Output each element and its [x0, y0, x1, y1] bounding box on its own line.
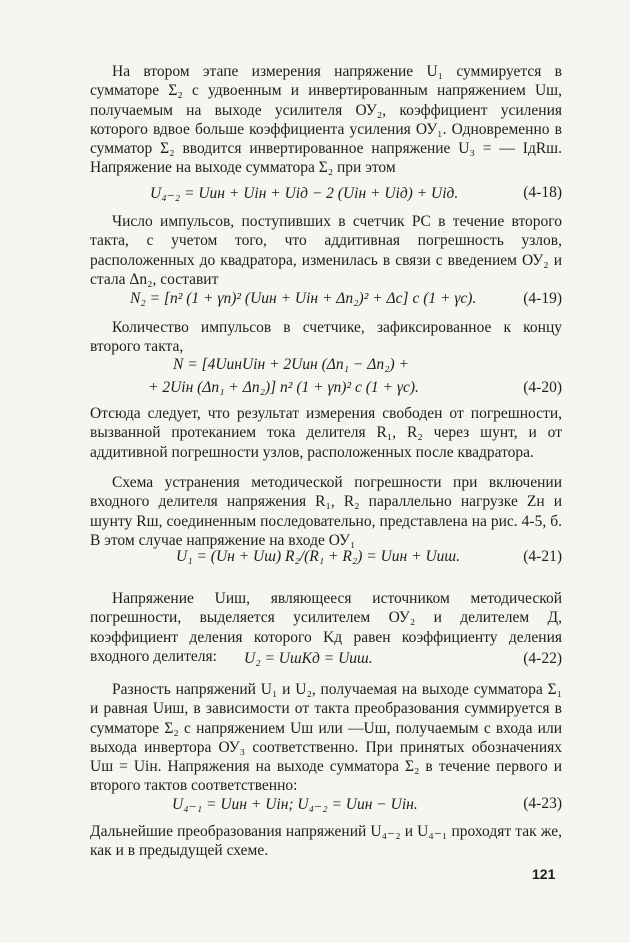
paragraph-2	[90, 212, 562, 289]
equation-number: (4-23)	[523, 795, 562, 812]
equation-body: U₂ = UшKд = Uиш.	[244, 650, 373, 667]
paragraph-text: Разность напряжений U₁ и U₂, получаемая на выходе сумматора Σ₁ и равная Uиш, в зависимости от такта преобразования суммируется в сумматоре Σ₂ с напряжением Uш или —Uш, получаемым с входа или выхода инвертора ОУ₃ соответственно. При принятых обозначениях Uш = Uiн. Напряжения на выходе сумматора Σ₂ в течение первого и второго тактов соответственно:	[90, 681, 562, 795]
paragraph-8	[90, 822, 562, 861]
equation-4-19	[130, 290, 562, 310]
equation-number: (4-20)	[523, 379, 562, 396]
equation-body: N₂ = [n² (1 + γn)² (Uин + Uiн + Δn₂)² + Δc] c (1 + γc).	[130, 290, 477, 307]
equation-number: (4-18)	[523, 184, 562, 201]
equation-number: (4-21)	[523, 548, 562, 565]
equation-body: N = [4UинUiн + 2Uин (Δn₁ − Δn₂) +	[173, 356, 409, 373]
paragraph-text: Отсюда следует, что результат измерения свободен от погрешности, вызванной протеканием тока делителя R₁, R₂ через шунт, и от аддитивной погрешности узлов, расположенных после квадратора.	[90, 405, 562, 461]
equation-4-22	[244, 650, 562, 670]
page-number: 121	[532, 866, 556, 882]
paragraph-1	[90, 62, 562, 178]
equation-number: (4-19)	[523, 290, 562, 307]
equation-4-18	[150, 184, 562, 204]
equation-body: U₁ = (Uн + Uш) R₂/(R₁ + R₂) = Uин + Uиш.	[176, 548, 460, 565]
paragraph-text: Число импульсов, поступивших в счетчик PC в течение второго такта, с учетом того, что аддитивная погрешность узлов, расположенных до квадратора, изменилась в связи с введением ОУ₂ и стала Δn₂, составит	[90, 213, 562, 288]
equation-body: U₄₋₂ = Uин + Uiн + Uiд − 2 (Uiн + Uiд) + Uiд.	[150, 185, 459, 202]
equation-body: + 2Uiн (Δn₁ + Δn₂)] n² (1 + γn)² c (1 + γc).	[148, 379, 419, 396]
equation-4-20-line2	[148, 379, 562, 399]
paragraph-3	[90, 318, 562, 357]
equation-4-20-line1	[173, 356, 562, 376]
equation-body: U₄₋₁ = Uин + Uiн; U₄₋₂ = Uин − Uiн.	[172, 796, 418, 813]
paragraph-text: Схема устранения методической погрешности при включении входного делителя напряжения R₁, R₂ параллельно нагрузке Zн и шунту Rш, соединенным последовательно, представлена на рис. 4-5, б. В этом случае напряжение на входе ОУ₁	[90, 474, 562, 549]
paragraph-text: Дальнейшие преобразования напряжений U₄₋₂ и U₄₋₁ проходят так же, как и в предыдущей схеме.	[90, 823, 562, 860]
paragraph-7	[90, 680, 562, 796]
paragraph-text: Напряжение Uиш, являющееся источником методической погрешности, выделяется усилителем ОУ₂ и делителем Д, коэффициент деления которого Kд равен коэффициенту деления входного делителя:	[90, 590, 562, 665]
paragraph-text: Количество импульсов в счетчике, зафиксированное к концу второго такта,	[90, 319, 562, 356]
equation-4-21	[176, 548, 562, 568]
paragraph-4	[90, 404, 562, 462]
paragraph-text: На втором этапе измерения напряжение U₁ суммируется в сумматоре Σ₂ с удвоенным и инвертированным напряжением Uш, получаемым на выходе усилителя ОУ₂, коэффициент усиления которого вдвое больше коэффициента усиления ОУ₁. Одновременно в сумматор Σ₂ вводится инвертированное напряжение U₃ = — IдRш. Напряжение на выходе сумматора Σ₂ при этом	[90, 63, 562, 177]
equation-number: (4-22)	[523, 650, 562, 667]
equation-4-23	[172, 795, 562, 815]
paragraph-5	[90, 473, 562, 550]
